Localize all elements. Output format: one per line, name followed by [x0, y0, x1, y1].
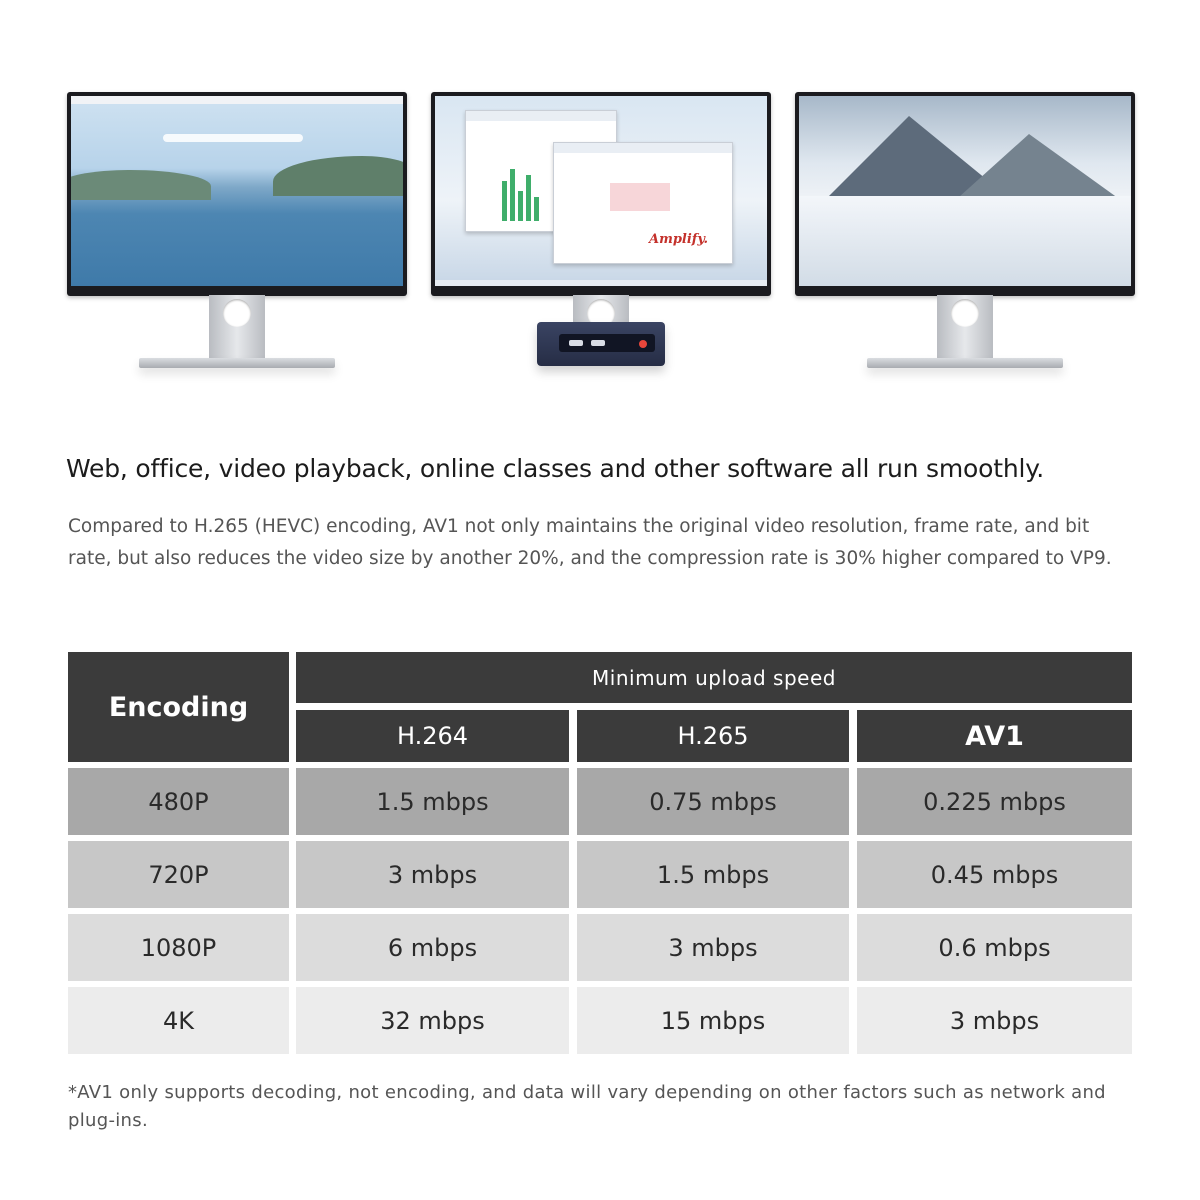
table-cell: 3 mbps: [857, 987, 1132, 1054]
snowfield: [799, 196, 1131, 286]
column-header-h264: H.264: [296, 710, 569, 762]
upload-speed-table: [68, 652, 1132, 1054]
amplify-text: Amplify.: [649, 232, 708, 247]
window-titlebar: [554, 143, 732, 153]
row-label-1080p: 1080P: [68, 914, 289, 981]
table-cell: 15 mbps: [577, 987, 849, 1054]
presentation-window: [553, 142, 733, 264]
power-led-icon: [639, 340, 647, 348]
table-cell: 0.75 mbps: [577, 768, 849, 835]
monitor-stand-base: [139, 358, 335, 368]
row-label-720p: 720P: [68, 841, 289, 908]
hill-left: [71, 170, 211, 200]
column-header-av1: AV1: [857, 710, 1132, 762]
table-cell: 0.225 mbps: [857, 768, 1132, 835]
monitor-stand-hole: [951, 299, 979, 327]
footnote: *AV1 only supports decoding, not encoding, and data will vary depending on other factors such as network and plug-ins.: [68, 1082, 1106, 1131]
monitor-screen: [795, 92, 1135, 296]
headline: Web, office, video playback, online classes and other software all run smoothly.: [66, 454, 1044, 483]
slide-thumbnail: [610, 183, 670, 211]
usb-port-icon: [591, 340, 605, 346]
row-label-480p: 480P: [68, 768, 289, 835]
description: Compared to H.265 (HEVC) encoding, AV1 not only maintains the original video resolution, frame rate, and bit rate, but also reduces the video size by another 20%, and the compression rate is 30% higher compared to VP9.: [68, 516, 1112, 569]
table-cell: 3 mbps: [577, 914, 849, 981]
office-desktop: [435, 96, 767, 286]
column-header-h265: H.265: [577, 710, 849, 762]
mountain-wallpaper: [799, 96, 1131, 286]
table-cell: 32 mbps: [296, 987, 569, 1054]
min-upload-speed-header: Minimum upload speed: [296, 652, 1132, 703]
monitor-screen: [67, 92, 407, 296]
monitor-stand-hole: [223, 299, 251, 327]
table-cell: 0.45 mbps: [857, 841, 1132, 908]
monitor-stand-base: [867, 358, 1063, 368]
window-titlebar: [466, 111, 616, 121]
table-cell: 3 mbps: [296, 841, 569, 908]
monitor-left: [67, 92, 407, 382]
row-label-4k: 4K: [68, 987, 289, 1054]
encoding-header: Encoding: [68, 652, 289, 762]
search-bar: [163, 134, 303, 142]
monitor-screen: [431, 92, 771, 296]
mini-pc-device: [537, 322, 665, 366]
taskbar: [435, 280, 767, 286]
hill-right: [273, 156, 403, 196]
table-cell: 1.5 mbps: [296, 768, 569, 835]
mini-bar-chart-icon: [502, 161, 542, 221]
table-cell: 1.5 mbps: [577, 841, 849, 908]
monitor-right: [795, 92, 1135, 382]
browser-toolbar: [71, 96, 403, 104]
table-cell: 6 mbps: [296, 914, 569, 981]
usb-port-icon: [569, 340, 583, 346]
lake-wallpaper: [71, 96, 403, 286]
table-cell: 0.6 mbps: [857, 914, 1132, 981]
